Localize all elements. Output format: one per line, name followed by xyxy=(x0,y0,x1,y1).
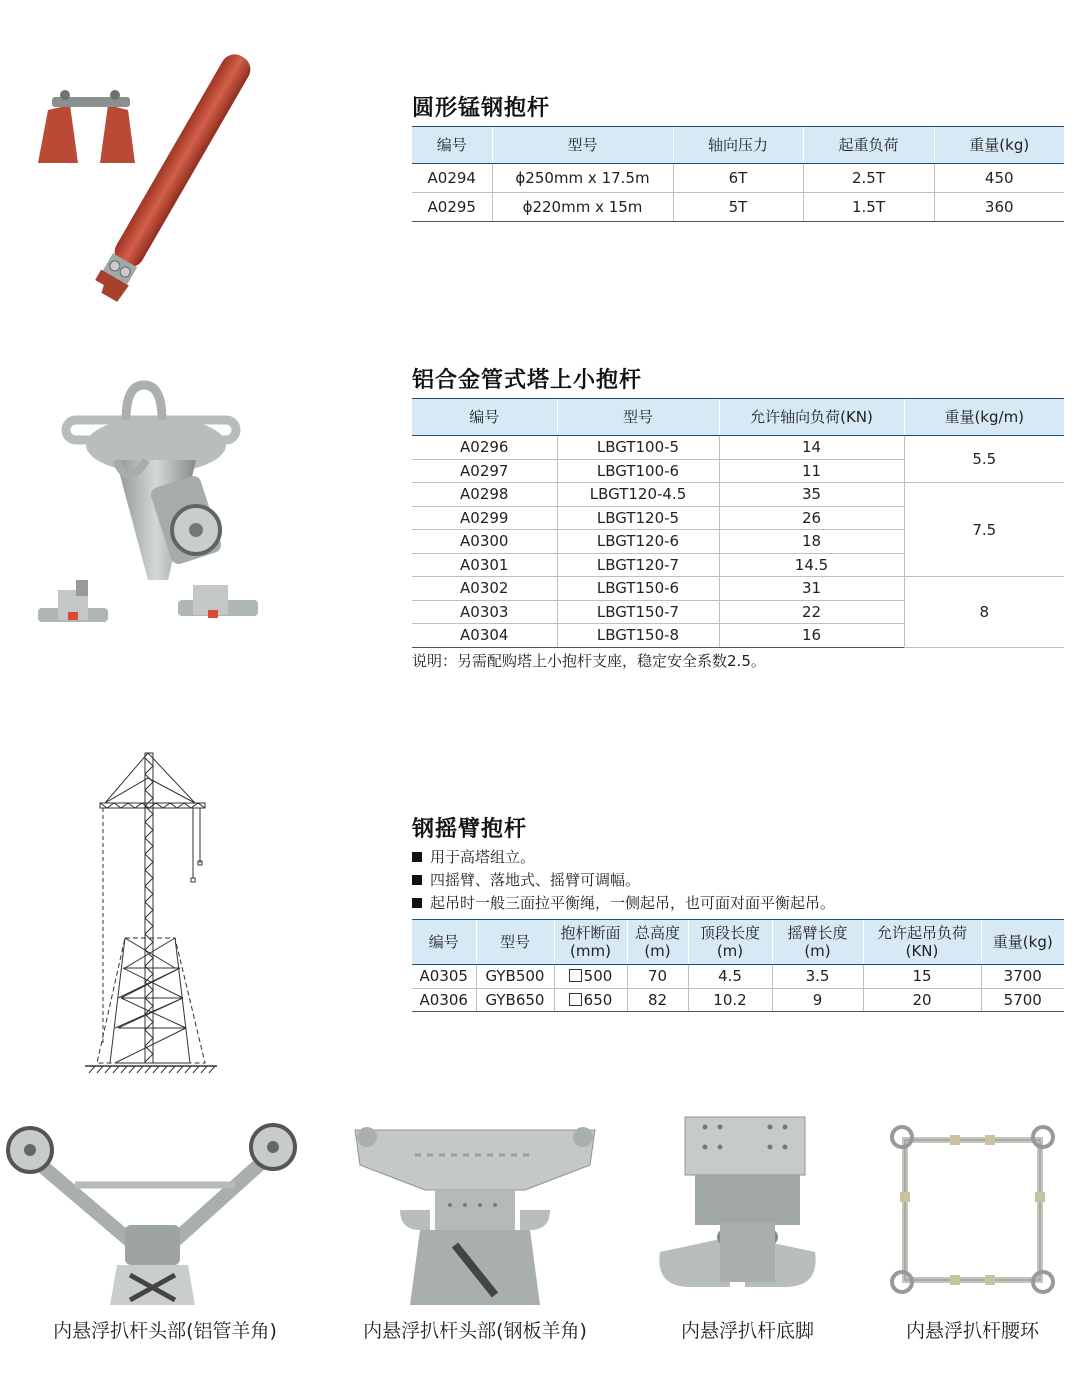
cell-axial-load: 16 xyxy=(719,624,904,648)
cell-code: A0304 xyxy=(412,624,557,648)
cell-code: A0298 xyxy=(412,483,557,507)
caption-waist-ring: 内悬浮扒杆腰环 xyxy=(905,1320,1039,1342)
header-cell: 型号 xyxy=(476,920,554,965)
cell-load: 20 xyxy=(863,988,981,1012)
cell-axial-load: 35 xyxy=(719,483,904,507)
cell-code: A0306 xyxy=(412,988,476,1012)
table-row xyxy=(412,483,1064,507)
section1-table xyxy=(412,126,1064,222)
cell-weight: 5700 xyxy=(981,988,1064,1012)
cell-axial-load: 11 xyxy=(719,459,904,483)
cell-model: LBGT150-8 xyxy=(557,624,719,648)
red-pole-photo xyxy=(30,35,280,305)
header-cell: 摇臂长度 (m) xyxy=(772,920,863,965)
cell-code: A0305 xyxy=(412,965,476,989)
header-cell: 允许起吊负荷 (KN) xyxy=(863,920,981,965)
cell-arm-length: 3.5 xyxy=(772,965,863,989)
cell-code: A0294 xyxy=(412,164,492,193)
cell-load: 2.5T xyxy=(803,164,934,193)
cell-axial: 6T xyxy=(673,164,803,193)
cell-model: LBGT120-6 xyxy=(557,530,719,554)
cell-model: LBGT120-4.5 xyxy=(557,483,719,507)
cell-axial-load: 18 xyxy=(719,530,904,554)
header-cell: 重量(kg/m) xyxy=(904,399,1064,436)
square-bullet-icon xyxy=(412,852,422,862)
cell-weight: 360 xyxy=(934,193,1064,222)
header-cell: 起重负荷 xyxy=(803,127,934,164)
cell-model: LBGT100-6 xyxy=(557,459,719,483)
table-row xyxy=(412,193,1064,222)
square-section-icon xyxy=(569,993,582,1006)
cell-model: GYB500 xyxy=(476,965,554,989)
cell-weight: 7.5 xyxy=(904,483,1064,577)
table-row xyxy=(412,988,1064,1012)
cell-model: ϕ250mm x 17.5m xyxy=(492,164,673,193)
cell-top-length: 10.2 xyxy=(688,988,772,1012)
cell-weight: 3700 xyxy=(981,965,1064,989)
header-cell: 型号 xyxy=(492,127,673,164)
header-cell: 编号 xyxy=(412,920,476,965)
section2-title: 铝合金管式塔上小抱杆 xyxy=(412,368,643,393)
cell-section: 650 xyxy=(554,988,627,1012)
cell-axial-load: 14.5 xyxy=(719,553,904,577)
cell-code: A0296 xyxy=(412,436,557,460)
aluminum-pole-photo xyxy=(28,380,278,660)
cell-axial-load: 22 xyxy=(719,600,904,624)
table-row xyxy=(412,965,1064,989)
table-row xyxy=(412,577,1064,601)
section1-title: 圆形锰钢抱杆 xyxy=(412,96,551,121)
square-section-icon xyxy=(569,969,582,982)
caption-base-foot: 内悬浮扒杆底脚 xyxy=(680,1320,814,1342)
bullet-item: 四摇臂、落地式、摇臂可调幅。 xyxy=(412,869,835,892)
cell-model: LBGT150-7 xyxy=(557,600,719,624)
header-cell: 型号 xyxy=(557,399,719,436)
cell-code: A0301 xyxy=(412,553,557,577)
cell-arm-length: 9 xyxy=(772,988,863,1012)
cell-axial-load: 14 xyxy=(719,436,904,460)
caption-steel-plate-head: 内悬浮扒杆头部(钢板羊角) xyxy=(363,1320,587,1342)
cell-height: 82 xyxy=(627,988,688,1012)
cell-model: LBGT120-7 xyxy=(557,553,719,577)
cell-model: LBGT150-6 xyxy=(557,577,719,601)
section2-table xyxy=(412,398,1064,648)
photo-steel-plate-head xyxy=(345,1115,605,1305)
cell-code: A0299 xyxy=(412,506,557,530)
cell-code: A0302 xyxy=(412,577,557,601)
cell-code: A0303 xyxy=(412,600,557,624)
cell-axial: 5T xyxy=(673,193,803,222)
cell-model: GYB650 xyxy=(476,988,554,1012)
square-bullet-icon xyxy=(412,875,422,885)
cell-weight: 8 xyxy=(904,577,1064,648)
cell-model: LBGT100-5 xyxy=(557,436,719,460)
cell-code: A0297 xyxy=(412,459,557,483)
header-cell: 编号 xyxy=(412,127,492,164)
cell-weight: 450 xyxy=(934,164,1064,193)
cell-height: 70 xyxy=(627,965,688,989)
header-cell: 编号 xyxy=(412,399,557,436)
tower-diagram xyxy=(85,748,220,1078)
cell-weight: 5.5 xyxy=(904,436,1064,483)
table-row xyxy=(412,164,1064,193)
photo-base-foot xyxy=(650,1112,825,1302)
cell-model: LBGT120-5 xyxy=(557,506,719,530)
header-cell: 重量(kg) xyxy=(934,127,1064,164)
cell-section: 500 xyxy=(554,965,627,989)
photo-aluminum-head xyxy=(5,1115,300,1305)
cell-load: 15 xyxy=(863,965,981,989)
header-cell: 允许轴向负荷(KN) xyxy=(719,399,904,436)
bullet-item: 用于高塔组立。 xyxy=(412,846,835,869)
cell-model: ϕ220mm x 15m xyxy=(492,193,673,222)
header-cell: 重量(kg) xyxy=(981,920,1064,965)
section2-note: 说明：另需配购塔上小抱杆支座，稳定安全系数2.5。 xyxy=(412,652,766,670)
cell-code: A0300 xyxy=(412,530,557,554)
table-row xyxy=(412,436,1064,460)
square-bullet-icon xyxy=(412,898,422,908)
cell-code: A0295 xyxy=(412,193,492,222)
cell-top-length: 4.5 xyxy=(688,965,772,989)
section3-title: 钢摇臂抱杆 xyxy=(412,817,528,842)
header-cell: 总高度 (m) xyxy=(627,920,688,965)
photo-waist-ring xyxy=(880,1122,1065,1302)
bullet-item: 起吊时一般三面拉平衡绳，一侧起吊，也可面对面平衡起吊。 xyxy=(412,892,835,915)
section3-bullets xyxy=(412,846,835,915)
header-cell: 抱杆断面 (mm) xyxy=(554,920,627,965)
cell-load: 1.5T xyxy=(803,193,934,222)
section3-table xyxy=(412,919,1064,1012)
cell-axial-load: 31 xyxy=(719,577,904,601)
header-cell: 顶段长度 (m) xyxy=(688,920,772,965)
cell-axial-load: 26 xyxy=(719,506,904,530)
caption-aluminum-head: 内悬浮扒杆头部(铝管羊角) xyxy=(53,1320,277,1342)
header-cell: 轴向压力 xyxy=(673,127,803,164)
